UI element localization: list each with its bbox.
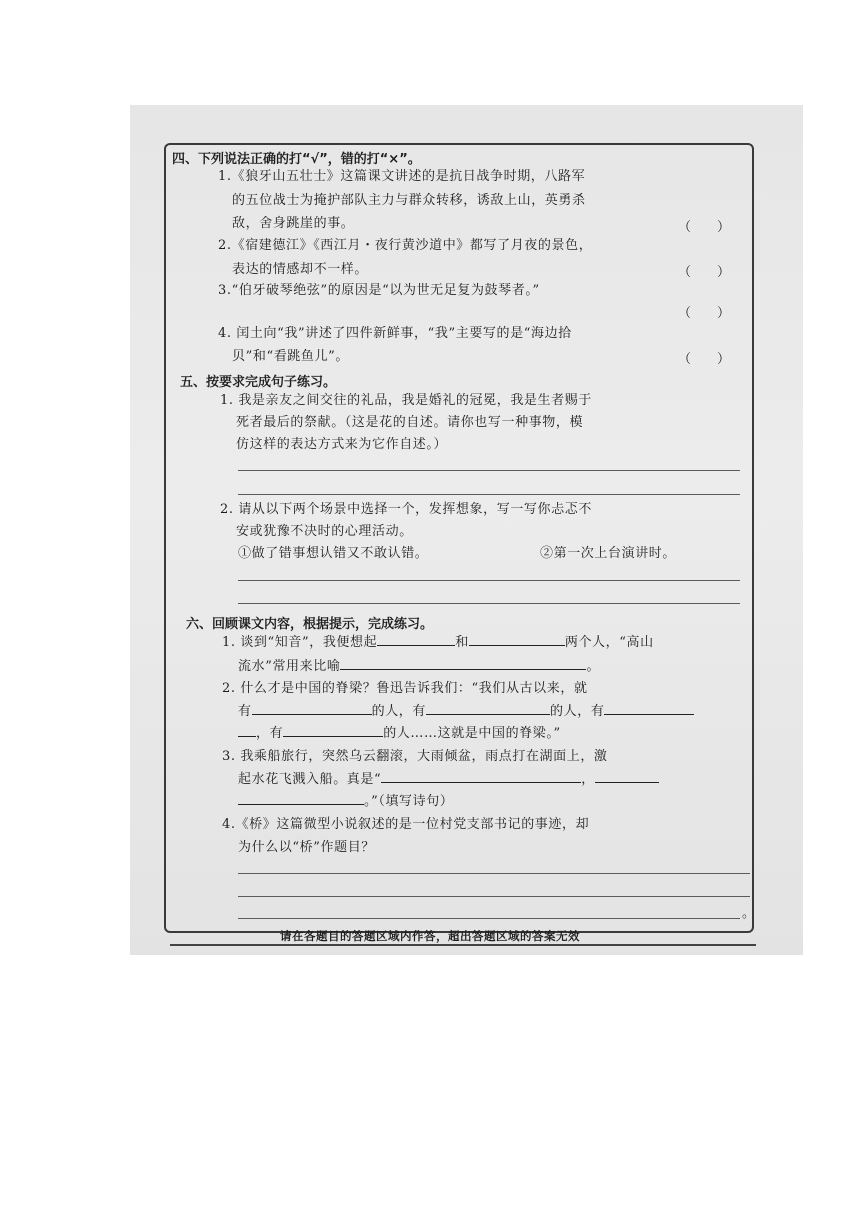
s4-q3-line1: 3.“伯牙破琴绝弦”的原因是“以为世无足复为鼓琴者。” bbox=[218, 283, 540, 298]
s5-q2-line1: 2. 请从以下两个场景中选择一个，发挥想象，写一写你忐忑不 bbox=[220, 502, 592, 517]
answer-paren[interactable]: （ ） bbox=[678, 306, 731, 321]
fill-blank[interactable] bbox=[252, 700, 372, 715]
answer-paren[interactable]: （ ） bbox=[678, 265, 731, 280]
fill-blank[interactable] bbox=[595, 768, 659, 783]
s4-q2-line2: 表达的情感却不一样。 bbox=[232, 262, 369, 277]
s6-q2-line2: 有 的人，有 的人，有 bbox=[238, 700, 694, 724]
s6-q4-line1: 4.《桥》这篇微型小说叙述的是一位村党支部书记的事迹，却 bbox=[222, 817, 590, 832]
s5-q2-line2: 安或犹豫不决时的心理活动。 bbox=[236, 524, 413, 539]
s4-q1-line1: 1.《狼牙山五壮士》这篇课文讲述的是抗日战争时期，八路军 bbox=[218, 169, 586, 184]
section-4-title: 四、下列说法正确的打“√”，错的打“×”。 bbox=[172, 152, 421, 167]
writing-line[interactable] bbox=[238, 873, 750, 874]
writing-line[interactable] bbox=[238, 603, 740, 604]
s4-q4-line2: 贝”和“看跳鱼儿”。 bbox=[232, 349, 349, 364]
s4-q1-line2: 的五位战士为掩护部队主力与群众转移，诱敌上山，英勇杀 bbox=[232, 193, 586, 208]
writing-line[interactable] bbox=[238, 918, 740, 919]
s6-q3-line1: 3. 我乘船旅行，突然乌云翻滚，大雨倾盆，雨点打在湖面上，激 bbox=[222, 749, 608, 764]
s5-q2-option-1: ①做了错事想认错又不敢认错。 bbox=[238, 546, 429, 561]
s5-q1-line2: 死者最后的祭献。（这是花的自述。请你也写一种事物，模 bbox=[236, 415, 584, 430]
s5-q2-option-2: ②第一次上台演讲时。 bbox=[540, 546, 677, 561]
fill-blank[interactable] bbox=[426, 700, 550, 715]
fill-blank[interactable] bbox=[604, 700, 694, 715]
answer-paren[interactable]: （ ） bbox=[678, 352, 731, 367]
fill-blank[interactable] bbox=[283, 722, 383, 737]
writing-line[interactable] bbox=[238, 470, 740, 471]
fill-blank[interactable] bbox=[238, 790, 364, 805]
s6-q4-line2: 为什么以“桥”作题目？ bbox=[238, 840, 375, 855]
fill-blank[interactable] bbox=[469, 631, 565, 646]
s4-q2-line1: 2.《宿建德江》《西江月・夜行黄沙道中》都写了月夜的景色， bbox=[218, 238, 593, 253]
bottom-rule bbox=[170, 944, 756, 946]
footer-notice: 请在各题目的答题区域内作答，超出答题区域的答案无效 bbox=[280, 929, 580, 943]
writing-line[interactable] bbox=[238, 494, 740, 495]
s6-q3-line2: 起水花飞溅入船。真是“ ， bbox=[238, 768, 659, 792]
s6-q3-line3: 。”（填写诗句） bbox=[238, 790, 453, 814]
fill-blank[interactable] bbox=[381, 768, 581, 783]
s5-q1-line3: 仿这样的表达方式来为它作自述。） bbox=[236, 437, 448, 452]
s6-q2-line3: ，有 的人……这就是中国的脊梁。” bbox=[238, 722, 561, 746]
fill-blank[interactable] bbox=[340, 655, 586, 670]
writing-line[interactable] bbox=[238, 896, 750, 897]
fill-blank[interactable] bbox=[377, 631, 455, 646]
s5-q1-line1: 1. 我是亲友之间交往的礼品，我是婚礼的冠冕，我是生者赐于 bbox=[220, 393, 592, 408]
s6-q1-line1: 1. 谈到“知音”，我便想起 和 两个人，“高山 bbox=[222, 631, 654, 655]
s6-q1-line2: 流水”常用来比喻 。 bbox=[238, 655, 600, 679]
answer-paren[interactable]: （ ） bbox=[678, 220, 731, 235]
fill-blank[interactable] bbox=[238, 722, 256, 737]
s4-q1-line3: 敌，舍身跳崖的事。 bbox=[232, 216, 355, 231]
s6-q4-end-mark: 。 bbox=[742, 906, 756, 921]
writing-line[interactable] bbox=[238, 580, 740, 581]
section-6-title: 六、回顾课文内容，根据提示，完成练习。 bbox=[186, 617, 434, 632]
s6-q2-line1: 2. 什么才是中国的脊梁？鲁迅告诉我们：“我们从古以来，就 bbox=[222, 681, 588, 696]
s4-q4-line1: 4. 闰土向“我”讲述了四件新鲜事，“我”主要写的是“海边拾 bbox=[218, 326, 572, 341]
section-5-title: 五、按要求完成句子练习。 bbox=[180, 375, 337, 390]
